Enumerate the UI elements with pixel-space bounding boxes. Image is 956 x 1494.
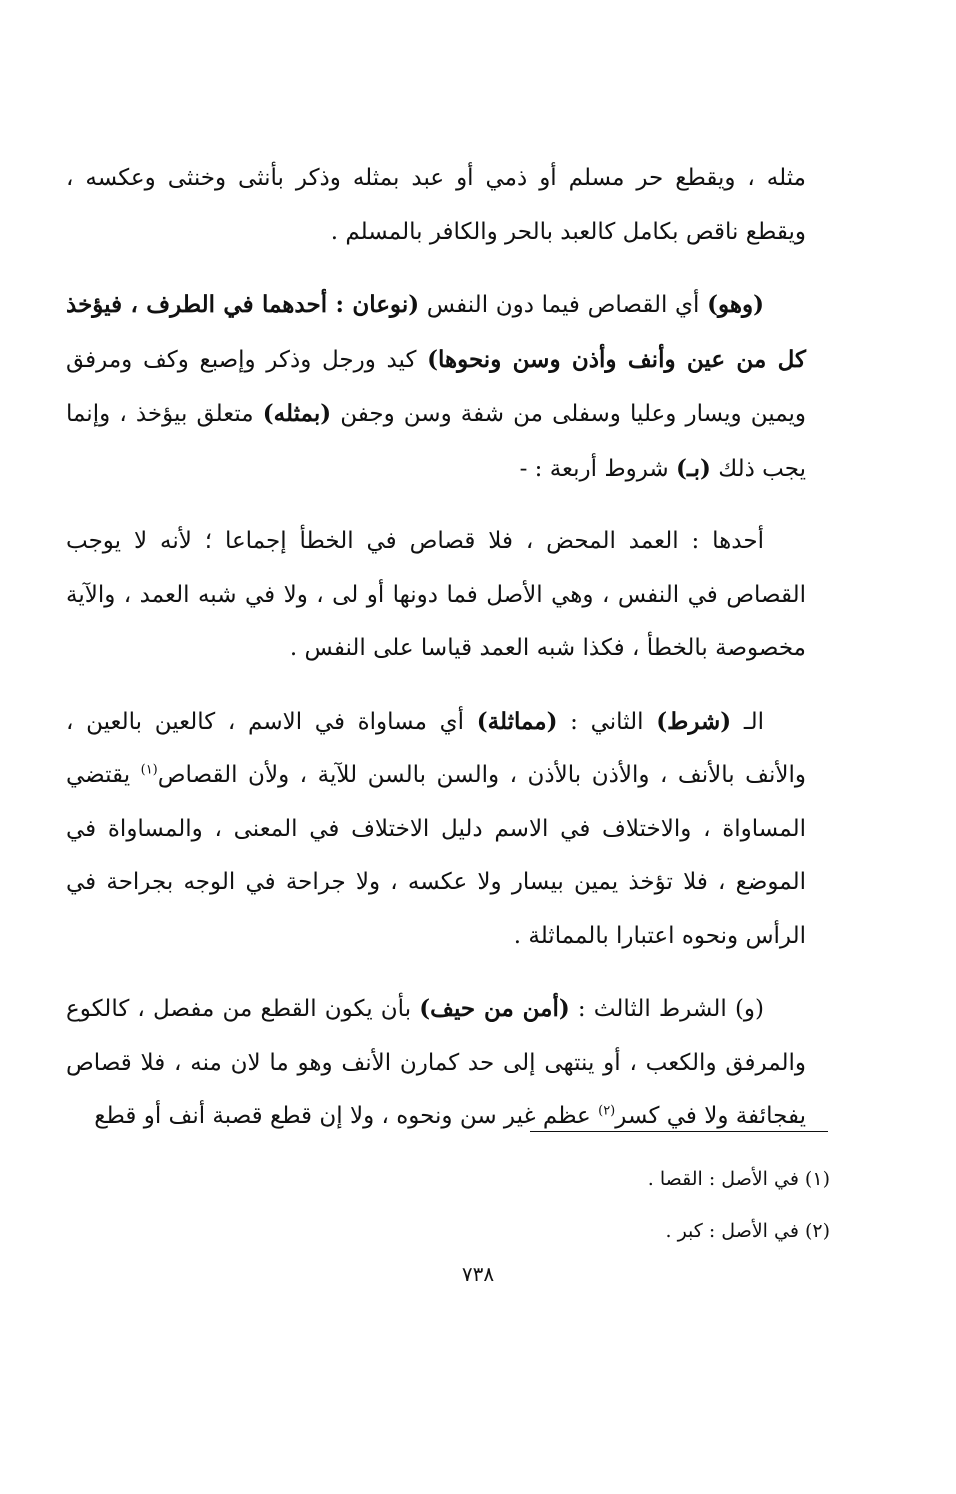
bold-text: (أمن من حيف)	[419, 995, 570, 1022]
bold-text: (نوعان : أحدهما في الطرف ، فيؤخذ كل من عين وأنف وأذن وسن ونحوها)	[66, 291, 806, 373]
text-run: مثله ، ويقطع حر مسلم أو ذمي أو عبد بمثله وذكر بأنثى وخنثى وعكسه ، ويقطع ناقص بكامل كالعبد بالحر والكافر بالمسلم .	[66, 165, 806, 245]
paragraph	[66, 982, 806, 1144]
bold-text: (بـ)	[676, 454, 711, 482]
main-text	[66, 152, 806, 1163]
footnote-2: (٢) في الأصل : كبر .	[665, 1220, 830, 1242]
text-run: الثاني :	[557, 708, 657, 735]
text-run: أي مساواة في الاسم ، كالعين بالعين ، والأنف بالأنف ، والأذن بالأذن ، والسن بالسن للآية ، ولأن القصاص	[66, 708, 806, 788]
footnotes	[330, 1153, 830, 1257]
bold-text: (شرط)	[656, 707, 732, 735]
text-run: أحدها : العمد المحض ، فلا قصاص في الخطأ إجماعا ؛ لأنه لا يوجب القصاص في النفس ، وهي الأصل فما دونها أو لى ، ولا في شبه العمد ، والآية مخصوصة بالخطأ ، فكذا شبه العمد قياسا على النفس .	[66, 528, 806, 661]
paragraph	[66, 278, 806, 496]
footnote-marker: (١)	[140, 762, 158, 778]
text-run: الـ	[731, 708, 764, 735]
paragraph	[66, 152, 806, 259]
text-run: شروط أربعة : -	[519, 455, 676, 482]
text-run: كيد ورجل وذكر وإصبع وكف ومرفق ويمين ويسار وعليا وسفلى من شفة وسن وجفن	[66, 346, 806, 427]
bold-text: (بمثله)	[262, 400, 332, 427]
text-run: يقتضي المساواة ، والاختلاف في الاسم دليل الاختلاف في المعنى ، والمساواة في الموضع ، فلا تؤخذ يمين بيسار ولا عكسه ، ولا جراحة في الوجه بجراحة في الرأس ونحوه اعتبارا بالمماثلة .	[66, 762, 806, 949]
text-run: (و) الشرط الثالث :	[569, 996, 764, 1022]
footnote-1: (١) في الأصل : القصا .	[647, 1168, 830, 1190]
footnote-separator	[530, 1131, 828, 1132]
page-number: ٧٣٨	[461, 1262, 495, 1286]
text-run: متعلق بيؤخذ ، وإنما يجب ذلك	[66, 401, 806, 482]
text-run: عظم غير سن ونحوه ، ولا إن قطع قصبة أنف أو قطع	[94, 1103, 599, 1129]
text-run: بأن يكون القطع من مفصل ، كالكوع والمرفق والكعب ، أو ينتهى إلى حد كمارن الأنف وهو ما لان منه ، فلا قصاص يفجائفة ولا في كسر	[66, 996, 806, 1129]
paragraph	[66, 515, 806, 676]
bold-text: (مماثلة)	[476, 707, 558, 735]
text-run: أي القصاص فيما دون النفس	[419, 292, 708, 318]
bold-text: (وهو)	[707, 291, 764, 318]
footnote-marker: (٢)	[598, 1103, 616, 1119]
paragraph	[66, 695, 806, 964]
